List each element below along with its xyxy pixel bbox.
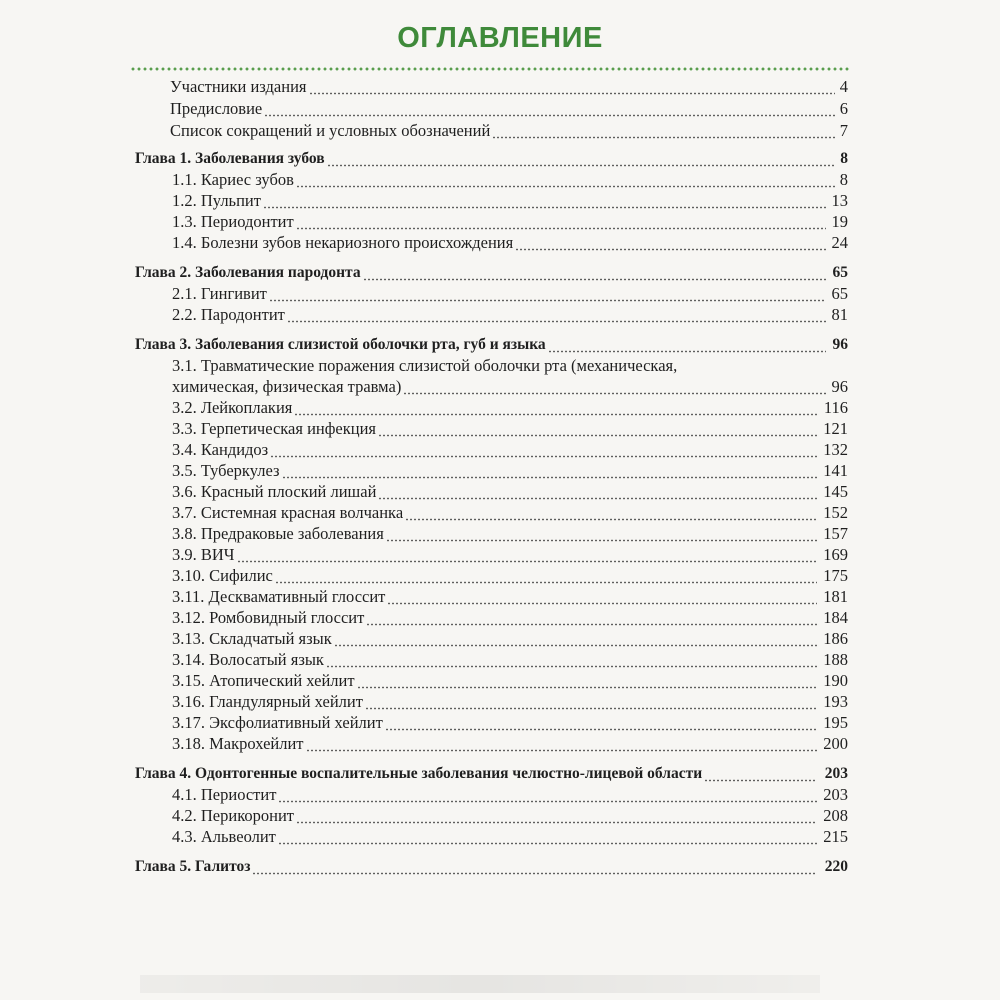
chapter-entry-title: Глава 5. Галитоз bbox=[135, 858, 251, 875]
section-entry-page-number: 19 bbox=[831, 212, 848, 231]
section-entry-page-number: 81 bbox=[831, 305, 848, 324]
section-entry-leader bbox=[365, 707, 817, 710]
section-entry-page-number: 152 bbox=[823, 503, 848, 522]
chapter-entry[interactable] bbox=[135, 857, 848, 877]
section-entry-title: 3.18. Макрохейлит bbox=[172, 734, 304, 753]
section-entry-page-number: 203 bbox=[823, 785, 848, 804]
section-entry[interactable] bbox=[172, 650, 848, 670]
front-matter-entry-leader bbox=[264, 114, 835, 117]
section-entry-leader bbox=[326, 665, 817, 668]
section-entry[interactable] bbox=[172, 482, 848, 502]
section-entry-title: 1.1. Кариес зубов bbox=[172, 170, 294, 189]
section-entry-page-number: 193 bbox=[823, 692, 848, 711]
section-entry-title: 3.12. Ромбовидный глоссит bbox=[172, 608, 365, 627]
section-entry-page-number: 8 bbox=[839, 170, 848, 189]
section-entry-page-number: 190 bbox=[823, 671, 848, 690]
section-entry-title: 1.4. Болезни зубов некариозного происхождения bbox=[172, 233, 514, 252]
section-entry[interactable] bbox=[172, 524, 848, 544]
section-entry-page-number: 215 bbox=[823, 827, 848, 846]
section-entry-leader bbox=[306, 749, 818, 752]
section-entry-leader bbox=[278, 800, 817, 803]
section-entry-leader bbox=[405, 518, 817, 521]
section-entry-title: 2.1. Гингивит bbox=[172, 284, 267, 303]
section-entry-leader bbox=[296, 185, 835, 188]
section-entry-leader bbox=[357, 686, 817, 689]
section-entry-title: 3.16. Гландулярный хейлит bbox=[172, 692, 363, 711]
section-entry-page-number: 141 bbox=[823, 461, 848, 480]
section-entry-title: 3.10. Сифилис bbox=[172, 566, 273, 585]
section-entry-leader bbox=[278, 842, 817, 845]
section-entry-page-number: 65 bbox=[831, 284, 848, 303]
section-entry-page-number: 200 bbox=[823, 734, 848, 753]
section-entry-title: 3.11. Десквамативный глоссит bbox=[172, 587, 386, 606]
front-matter-entry-page-number: 7 bbox=[839, 121, 848, 140]
section-entry-title: 4.2. Перикоронит bbox=[172, 806, 294, 825]
section-entry-leader bbox=[378, 497, 817, 500]
chapter-entry-title: Глава 3. Заболевания слизистой оболочки рта, губ и языка bbox=[135, 336, 546, 353]
section-entry-page-number: 157 bbox=[823, 524, 848, 543]
page-title: ОГЛАВЛЕНИЕ bbox=[397, 22, 603, 54]
section-entry-line1[interactable]: 3.1. Травматические поражения слизистой оболочки рта (механическая, bbox=[172, 356, 678, 375]
section-entry-title: 1.2. Пульпит bbox=[172, 191, 261, 210]
section-entry-title: 3.6. Красный плоский лишай bbox=[172, 482, 377, 501]
section-entry-page-number: 121 bbox=[823, 419, 848, 438]
chapter-entry-leader bbox=[548, 350, 826, 353]
section-entry[interactable] bbox=[172, 629, 848, 649]
section-entry-leader bbox=[296, 821, 817, 824]
section-entry-leader bbox=[296, 227, 826, 230]
section-entry-title: 3.14. Волосатый язык bbox=[172, 650, 324, 669]
front-matter-entry-leader bbox=[492, 136, 835, 139]
section-entry[interactable] bbox=[172, 566, 848, 586]
section-entry-leader bbox=[287, 320, 826, 323]
section-entry-leader bbox=[269, 299, 826, 302]
section-entry[interactable] bbox=[172, 398, 848, 418]
chapter-entry-leader bbox=[704, 779, 817, 782]
chapter-entry-page-number: 96 bbox=[832, 336, 848, 353]
section-entry-page-number: 186 bbox=[823, 629, 848, 648]
section-entry[interactable] bbox=[172, 191, 848, 211]
section-entry[interactable] bbox=[172, 503, 848, 523]
section-entry-title: 3.17. Эксфолиативный хейлит bbox=[172, 713, 383, 732]
section-entry[interactable] bbox=[172, 377, 848, 397]
chapter-entry-page-number: 8 bbox=[840, 150, 848, 167]
chapter-entry[interactable] bbox=[135, 263, 848, 283]
section-entry-title: 3.13. Складчатый язык bbox=[172, 629, 332, 648]
section-entry-title: 4.3. Альвеолит bbox=[172, 827, 276, 846]
section-entry[interactable] bbox=[172, 461, 848, 481]
section-entry[interactable] bbox=[172, 545, 848, 565]
section-entry-title: 3.5. Туберкулез bbox=[172, 461, 280, 480]
section-entry[interactable] bbox=[172, 305, 848, 325]
section-entry-title: 3.2. Лейкоплакия bbox=[172, 398, 293, 417]
section-entry[interactable] bbox=[172, 734, 848, 754]
chapter-entry-title: Глава 4. Одонтогенные воспалительные заболевания челюстно-лицевой области bbox=[135, 765, 703, 782]
section-entry-leader bbox=[282, 476, 818, 479]
section-entry[interactable] bbox=[172, 827, 848, 847]
section-entry-page-number: 132 bbox=[823, 440, 848, 459]
section-entry-leader bbox=[386, 539, 817, 542]
chapter-entry[interactable] bbox=[135, 335, 848, 355]
section-entry-page-number: 208 bbox=[823, 806, 848, 825]
front-matter-entry[interactable] bbox=[170, 77, 848, 97]
chapter-entry-title: Глава 2. Заболевания пародонта bbox=[135, 264, 361, 281]
section-entry-page-number: 96 bbox=[831, 377, 848, 396]
section-entry[interactable] bbox=[172, 806, 848, 826]
chapter-entry-leader bbox=[363, 278, 826, 281]
section-entry-leader bbox=[263, 206, 826, 209]
section-entry-page-number: 145 bbox=[823, 482, 848, 501]
section-entry[interactable] bbox=[172, 284, 848, 304]
section-entry-leader bbox=[237, 560, 817, 563]
section-entry-leader bbox=[366, 623, 817, 626]
section-entry-page-number: 116 bbox=[823, 398, 848, 417]
section-entry-leader bbox=[334, 644, 817, 647]
section-entry-page-number: 181 bbox=[823, 587, 848, 606]
front-matter-entry-leader bbox=[309, 92, 836, 95]
front-matter-entry[interactable] bbox=[170, 99, 848, 119]
section-entry-title: химическая, физическая травма) bbox=[172, 377, 402, 396]
chapter-entry-page-number: 220 bbox=[824, 858, 848, 875]
section-entry-leader bbox=[270, 455, 817, 458]
section-entry-title: 3.7. Системная красная волчанка bbox=[172, 503, 404, 522]
section-entry[interactable] bbox=[172, 233, 848, 253]
section-entry[interactable] bbox=[172, 170, 848, 190]
section-entry-leader bbox=[378, 434, 817, 437]
section-entry-page-number: 195 bbox=[823, 713, 848, 732]
section-entry[interactable] bbox=[172, 692, 848, 712]
section-entry[interactable] bbox=[172, 608, 848, 628]
bleed-through-shadow bbox=[140, 975, 820, 993]
section-entry-leader bbox=[387, 602, 817, 605]
section-entry-page-number: 13 bbox=[831, 191, 848, 210]
section-entry[interactable] bbox=[172, 671, 848, 691]
section-entry-page-number: 169 bbox=[823, 545, 848, 564]
section-entry[interactable] bbox=[172, 587, 848, 607]
chapter-entry-page-number: 65 bbox=[832, 264, 848, 281]
chapter-entry-page-number: 203 bbox=[824, 765, 848, 782]
front-matter-entry-title: Список сокращений и условных обозначений bbox=[170, 121, 491, 140]
section-entry-title: 3.15. Атопический хейлит bbox=[172, 671, 355, 690]
section-entry-title: 4.1. Периостит bbox=[172, 785, 277, 804]
chapter-entry-leader bbox=[252, 872, 817, 875]
chapter-entry-title: Глава 1. Заболевания зубов bbox=[135, 150, 325, 167]
section-entry-leader bbox=[515, 248, 826, 251]
front-matter-entry-page-number: 4 bbox=[839, 77, 848, 96]
section-entry-title: 1.3. Периодонтит bbox=[172, 212, 294, 231]
section-entry-title: 3.9. ВИЧ bbox=[172, 545, 235, 564]
section-entry-title: 3.8. Предраковые заболевания bbox=[172, 524, 384, 543]
front-matter-entry-title: Предисловие bbox=[170, 99, 263, 118]
chapter-entry-leader bbox=[327, 164, 835, 167]
section-entry-title: 3.3. Герпетическая инфекция bbox=[172, 419, 377, 438]
chapter-entry[interactable] bbox=[135, 149, 848, 169]
section-entry[interactable] bbox=[172, 212, 848, 232]
section-entry[interactable] bbox=[172, 785, 848, 805]
section-entry[interactable] bbox=[172, 440, 848, 460]
section-entry-leader bbox=[385, 728, 817, 731]
section-entry[interactable] bbox=[172, 713, 848, 733]
section-entry-leader bbox=[294, 413, 817, 416]
section-entry-page-number: 24 bbox=[831, 233, 848, 252]
section-entry-title: 3.4. Кандидоз bbox=[172, 440, 269, 459]
section-entry-page-number: 184 bbox=[823, 608, 848, 627]
front-matter-entry[interactable] bbox=[170, 121, 848, 141]
front-matter-entry-page-number: 6 bbox=[839, 99, 848, 118]
section-entry-leader bbox=[403, 392, 826, 395]
section-entry-title: 2.2. Пародонтит bbox=[172, 305, 285, 324]
section-entry-page-number: 175 bbox=[823, 566, 848, 585]
section-entry[interactable] bbox=[172, 419, 848, 439]
section-entry-page-number: 188 bbox=[823, 650, 848, 669]
chapter-entry[interactable] bbox=[135, 764, 848, 784]
front-matter-entry-title: Участники издания bbox=[170, 77, 307, 96]
section-entry-leader bbox=[275, 581, 817, 584]
